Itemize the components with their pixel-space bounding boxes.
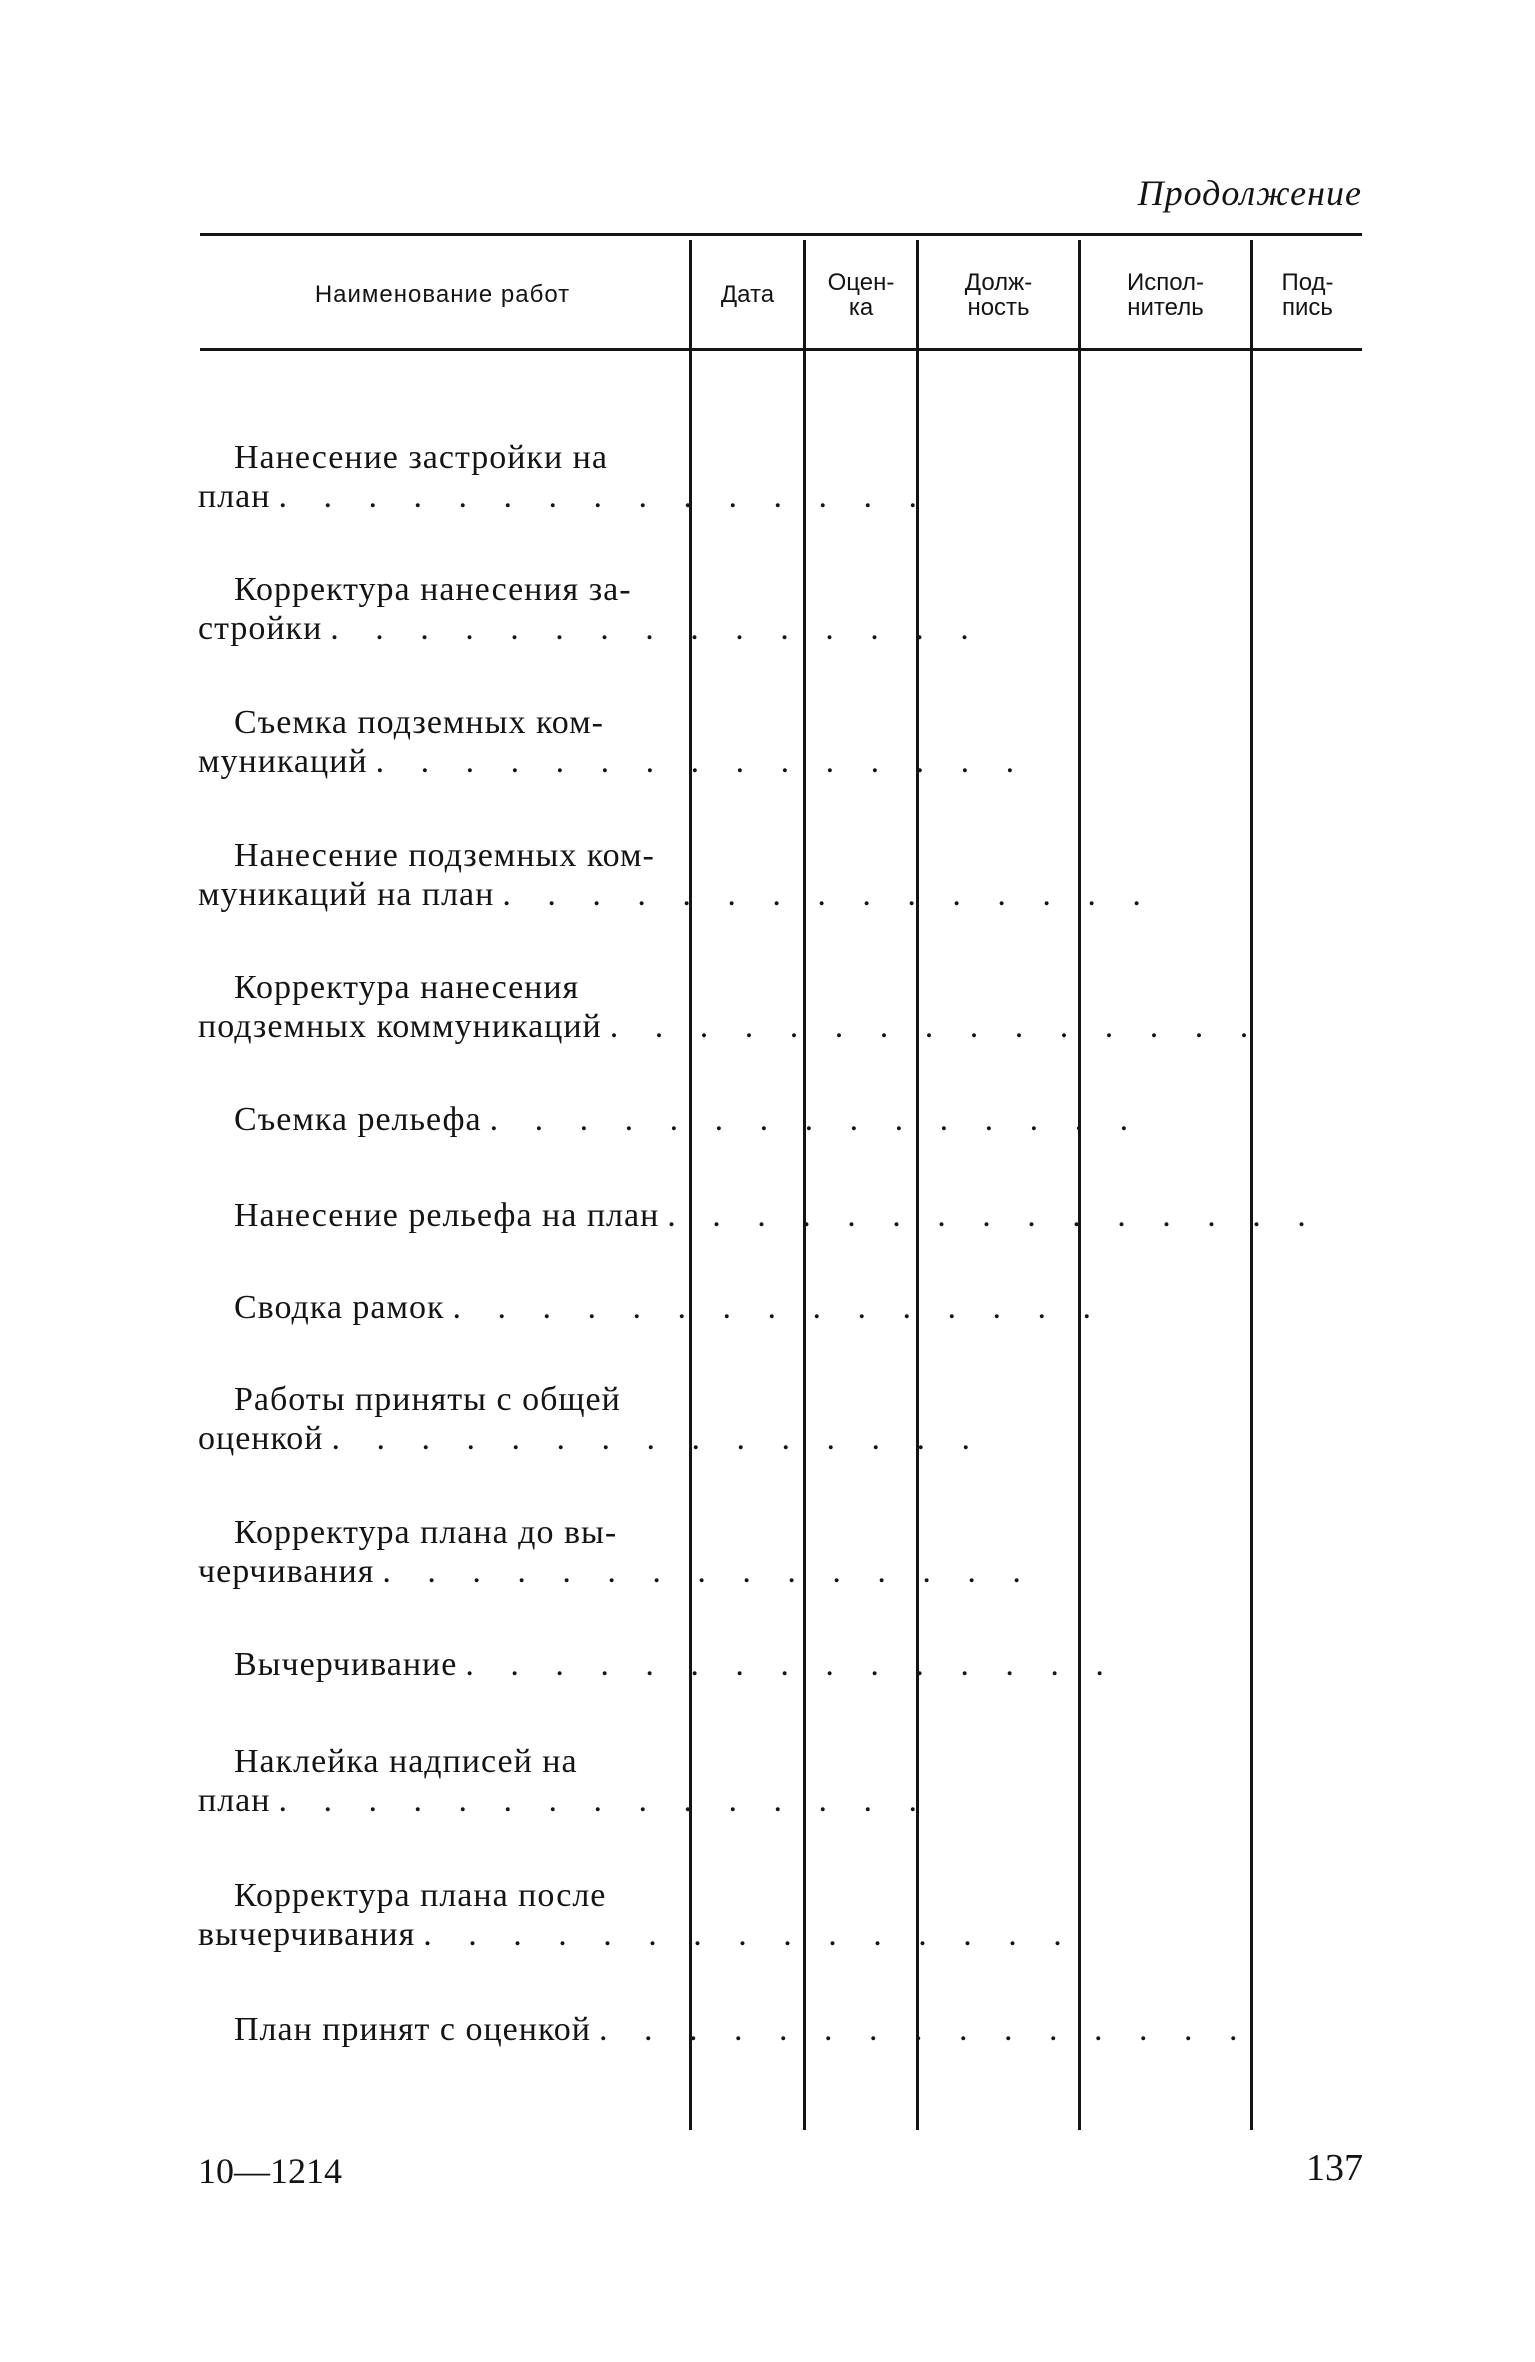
dot-leader: . . . . . . . . . . . . . . . <box>278 478 931 515</box>
header-date: Дата <box>720 281 775 309</box>
table-row <box>198 968 1263 1046</box>
row-title: Съемка рельефа <box>234 1101 482 1138</box>
row-title: Вычерчивание <box>234 1646 458 1683</box>
dot-leader: . . . . . . . . . . . . . . . <box>667 1197 1320 1234</box>
header-grade: Оцен- ка <box>827 268 895 321</box>
row-title: Сводка рамок <box>234 1289 445 1326</box>
dot-leader: . . . . . . . . . . . . . . . <box>382 1553 1035 1590</box>
column-divider-grade <box>803 240 806 2130</box>
table-row <box>198 1876 1076 1954</box>
column-divider-position <box>916 240 919 2130</box>
table-row <box>198 1196 1320 1235</box>
dot-leader: . . . . . . . . . . . . . . . <box>609 1008 1263 1045</box>
dot-leader: . . . . . . . . . . . . . . . <box>489 1101 1143 1138</box>
column-divider-signature <box>1250 240 1253 2130</box>
row-title-continuation: черчивания <box>198 1553 375 1590</box>
table-row <box>198 1645 1118 1684</box>
table-row <box>198 1742 931 1820</box>
header-executor: Испол- нитель <box>1126 268 1205 321</box>
header-signature: Под- пись <box>1281 268 1334 321</box>
dot-leader: . . . . . . . . . . . . . . . <box>331 1420 984 1457</box>
table-row <box>198 836 1155 914</box>
row-title: План принят с оценкой <box>234 2011 591 2048</box>
row-title-continuation: план <box>198 1782 271 1819</box>
row-title-continuation: подземных коммуникаций <box>198 1008 602 1045</box>
column-divider-date <box>689 240 692 2130</box>
row-title: Корректура нанесения за- <box>234 571 632 608</box>
row-title: Нанесение застройки на <box>234 439 608 476</box>
table-row <box>198 438 931 516</box>
footer-signature-mark: 10—1214 <box>198 2151 342 2191</box>
row-title: Наклейка надписей на <box>234 1743 578 1780</box>
row-title-continuation: оценкой <box>198 1420 324 1457</box>
header-name: Наименование работ <box>314 281 571 309</box>
row-title: Корректура плана после <box>234 1877 607 1914</box>
dot-leader: . . . . . . . . . . . . . . . <box>278 1782 931 1819</box>
row-title-continuation: муникаций <box>198 743 368 780</box>
table-row <box>198 1288 1106 1327</box>
dot-leader: . . . . . . . . . . . . . . . <box>330 610 983 647</box>
column-divider-executor <box>1078 240 1081 2130</box>
dot-leader: . . . . . . . . . . . . . . . <box>465 1646 1118 1683</box>
row-title-continuation: стройки <box>198 610 323 647</box>
table-row <box>198 570 983 648</box>
header-position: Долж- ность <box>964 268 1033 321</box>
row-title: Корректура нанесения <box>234 969 580 1006</box>
row-title: Работы приняты с общей <box>234 1381 621 1418</box>
dot-leader: . . . . . . . . . . . . . . . <box>598 2011 1252 2048</box>
row-title: Съемка подземных ком- <box>234 704 604 741</box>
table-top-rule <box>200 233 1362 236</box>
table-row <box>198 1100 1143 1139</box>
row-title: Нанесение подземных ком- <box>234 837 655 874</box>
row-title-continuation: вычерчивания <box>198 1916 416 1953</box>
row-title-continuation: муникаций на план <box>198 876 495 913</box>
page-number: 137 <box>1306 2147 1363 2189</box>
row-title: Нанесение рельефа на план <box>234 1197 660 1234</box>
dot-leader: . . . . . . . . . . . . . . . <box>502 876 1155 913</box>
row-title: Корректура плана до вы- <box>234 1514 618 1551</box>
table-row <box>198 2010 1252 2049</box>
row-title-continuation: план <box>198 478 271 515</box>
table-header-rule <box>200 348 1362 351</box>
table-row <box>198 1513 1035 1591</box>
continuation-label: Продолжение <box>1137 173 1362 213</box>
table-row <box>198 1380 984 1458</box>
dot-leader: . . . . . . . . . . . . . . . <box>423 1916 1076 1953</box>
dot-leader: . . . . . . . . . . . . . . . <box>375 743 1029 780</box>
table-row <box>198 703 1029 781</box>
dot-leader: . . . . . . . . . . . . . . . <box>452 1289 1106 1326</box>
